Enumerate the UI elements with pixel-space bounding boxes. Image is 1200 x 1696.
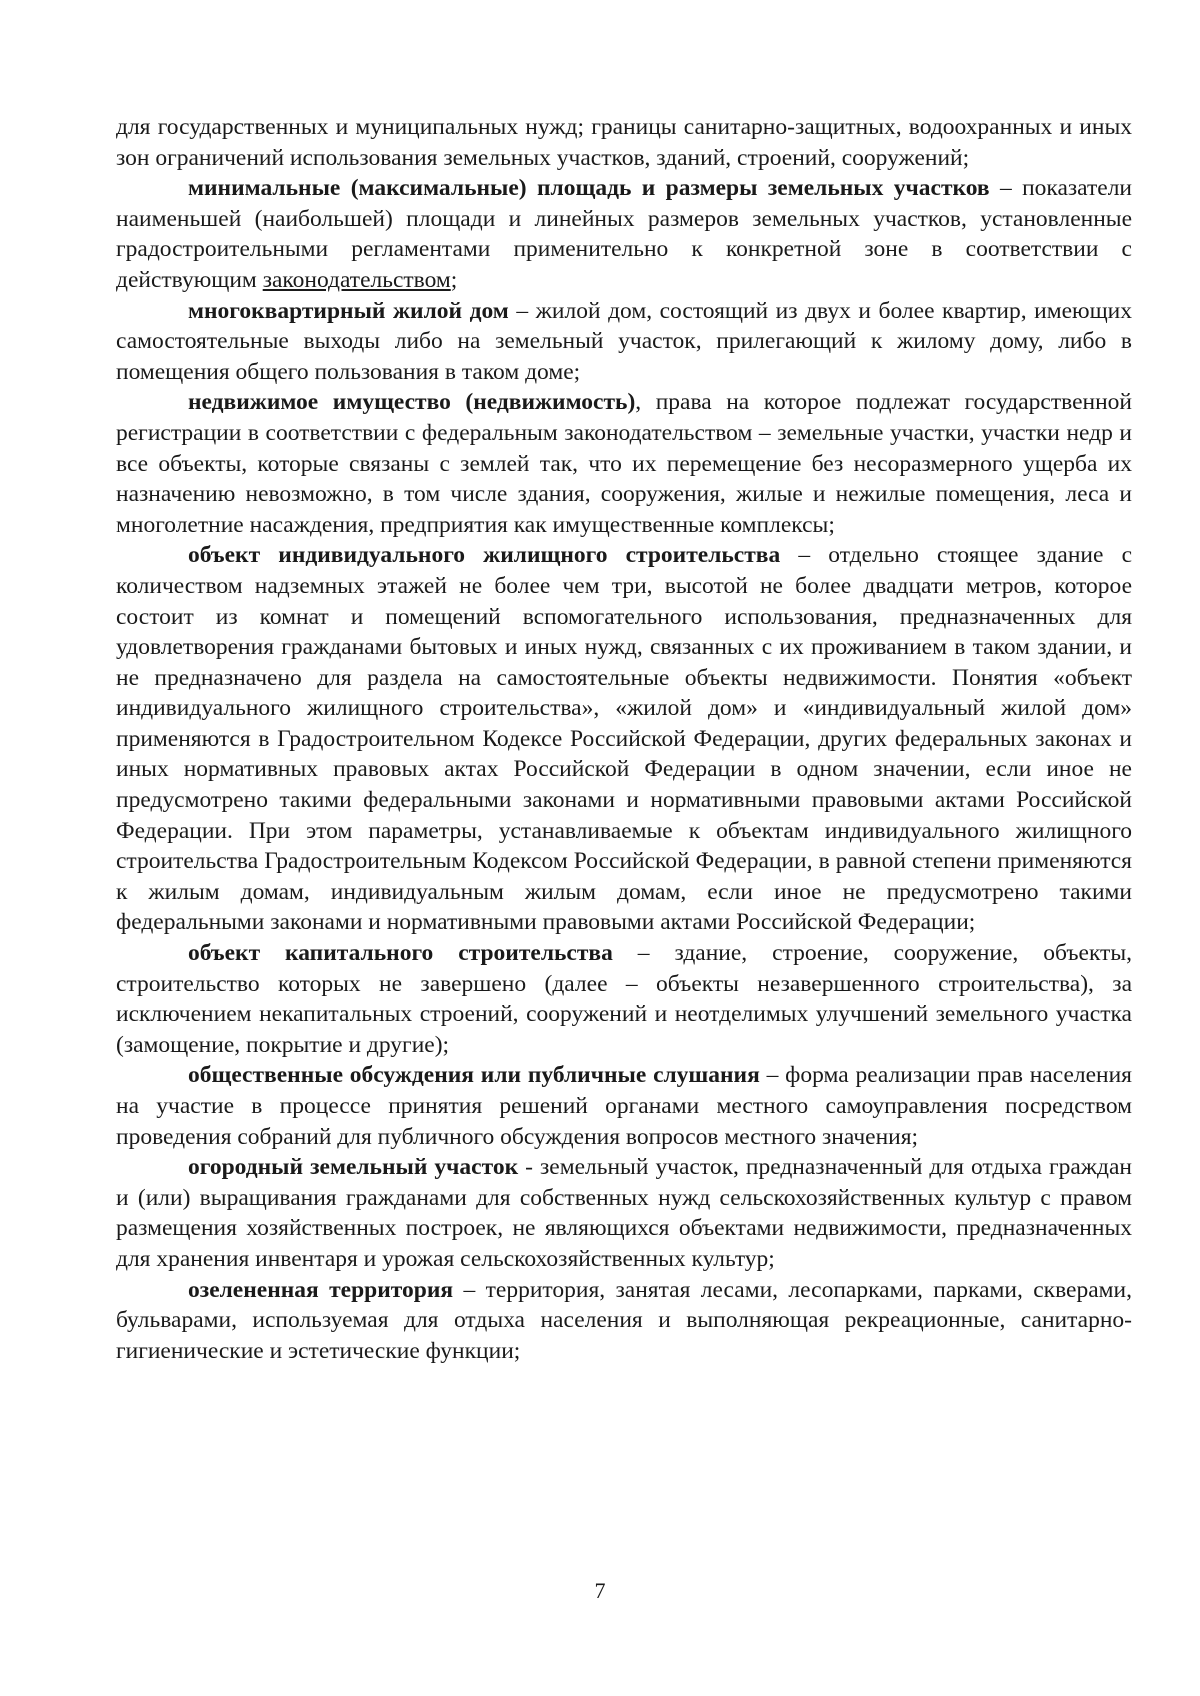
definition-text: – жилой дом, состоящий из двух и более квартир, имеющих самостоятельные выходы либо на земельный участок, прилегающий к жилому дому, либо в помещения общего пользования в таком доме; — [116, 297, 1132, 385]
definition-capital-construction — [116, 938, 1132, 1060]
definition-green-area — [116, 1275, 1132, 1367]
definition-term: общественные обсуждения или публичные слушания — [188, 1062, 760, 1089]
page-number: 7 — [594, 1578, 606, 1603]
definition-term: объект индивидуального жилищного строительства — [188, 542, 781, 569]
definition-public-hearings — [116, 1060, 1132, 1152]
definition-term: минимальные (максимальные) площадь и размеры земельных участков — [188, 175, 990, 202]
legislation-link[interactable]: законодательством — [262, 266, 451, 293]
definition-term: объект капитального строительства — [188, 940, 613, 967]
definition-min-max-land-plot — [116, 173, 1132, 295]
document-body — [116, 112, 1132, 1366]
definition-text: – форма реализации прав населения на участие в процессе принятия решений органами местного самоуправления посредством проведения собраний для публичного обсуждения вопросов местного значения; — [116, 1062, 1132, 1150]
definition-text-end: ; — [450, 266, 458, 293]
definition-text: , права на которое подлежат государственной регистрации в соответствии с федеральным законодательством – земельные участки, участки недр и все объекты, которые связаны с землей так, что их перемещение без несоразмерного ущерба их назначению невозможно, в том числе здания, сооружения, жилые и нежилые помещения, леса и многолетние насаждения, предприятия как имущественные комплексы; — [116, 389, 1132, 538]
definition-text: – здание, строение, сооружение, объекты, строительство которых не завершено (далее – объекты незавершенного строительства), за исключением некапитальных строений, сооружений и неотделимых улучшений земельного участка (замощение, покрытие и другие); — [116, 940, 1132, 1058]
definition-individual-housing — [116, 540, 1132, 938]
paragraph-continuation — [116, 112, 1132, 173]
definition-text: - земельный участок, предназначенный для отдыха граждан и (или) выращивания гражданами для собственных нужд сельскохозяйственных культур с правом размещения хозяйственных построек, не являющихся объектами недвижимости, предназначенных для хранения инвентаря и урожая сельскохозяйственных культур; — [116, 1154, 1133, 1272]
definition-real-estate — [116, 387, 1132, 540]
paragraph-text: для государственных и муниципальных нужд; границы санитарно-защитных, водоохранных и иных зон ограничений использования земельных участков, зданий, строений, сооружений; — [116, 114, 1132, 171]
definition-apartment-building — [116, 296, 1132, 388]
definition-term: огородный земельный участок — [188, 1154, 519, 1181]
definition-text: – территория, занятая лесами, лесопарками, парками, скверами, бульварами, используемая для отдыха населения и выполняющая рекреационные, санитарно-гигиенические и эстетические функции; — [116, 1276, 1132, 1364]
definition-text: – показатели наименьшей (наибольшей) площади и линейных размеров земельных участков, установленные градостроительными регламентами применительно к конкретной зоне в соответствии с действующим — [116, 175, 1132, 293]
definition-term: недвижимое имущество (недвижимость) — [188, 389, 636, 416]
definition-text: – отдельно стоящее здание с количеством надземных этажей не более чем три, высотой не более двадцати метров, которое состоит из комнат и помещений вспомогательного использования, предназначенных для удовлетворения гражданами бытовых и иных нужд, связанных с их проживанием в таком здании, и не предназначено для раздела на самостоятельные объекты недвижимости. Понятия «объект индивидуального жилищного строительства», «жилой дом» и «индивидуальный жилой дом» применяются в Градостроительном Кодексе Российской Федерации, других федеральных законах и иных нормативных правовых актах Российской Федерации в одном значении, если иное не предусмотрено такими федеральными законами и нормативными правовыми актами Российской Федерации. При этом параметры, устанавливаемые к объектам индивидуального жилищного строительства Градостроительным Кодексом Российской Федерации, в равной степени применяются к жилым домам, индивидуальным жилым домам, если иное не предусмотрено такими федеральными законами и нормативными правовыми актами Российской Федерации; — [116, 542, 1133, 936]
definition-garden-plot — [116, 1152, 1132, 1274]
definition-term: многоквартирный жилой дом — [188, 297, 509, 324]
definition-term: озелененная территория — [188, 1276, 454, 1303]
